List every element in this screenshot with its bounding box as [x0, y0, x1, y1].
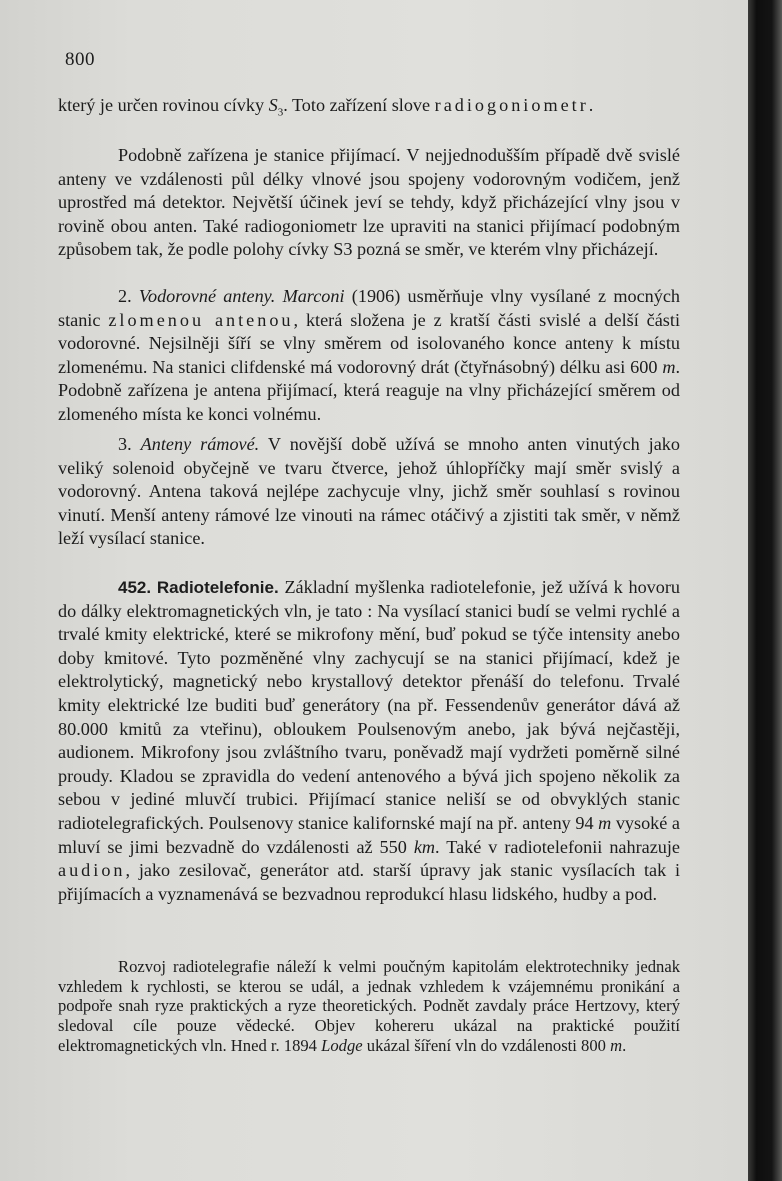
- note-small-print: Rozvoj radiotelegrafie náleží k velmi poučným kapitolám elektrotechniky jednak vzhledem k rychlosti, se kterou se udál, a jednak vzhledem k vzájemnému pronikání a podpoře snah ryze praktických a ryze theoretických. Podnět zavdaly práce Hertzovy, který sledoval cíle pouze vědecké. Objev kohereru ukázal na praktické použití elektromagnetických vln. Hned r. 1894 Lodge ukázal šíření vln do vzdálenosti 800 m.: [58, 957, 680, 1055]
- book-spine-shadow: [748, 0, 782, 1181]
- paragraph-continuation: který je určen rovinou cívky $S_3$. Toto zařízení slove radiogoniometr.: [58, 95, 594, 119]
- section-radiotelephony: 452. Radiotelefonie. Základní myšlenka radiotelefonie, jež užívá k hovoru do dálky elektromagnetických vln, je tato : Na vysílací stanici budí se velmi rychlé a trvalé kmity elektrické, které se mikrofony mění, buď pokud se týče intensity anebo doby kmitové. Tyto pozměněné vlny zachycují se na stanici přijímací, kdež je elektrolytický, magnetický nebo krystallový detektor přenáší do telefonu. Trvalé kmity elektrické lze buditi buď generátory (na př. Fessendenův generátor dává až 80.000 kmitů za vteřinu), obloukem Poulsenovým anebo, jak bývá nejčastěji, audionem. Mikrofony jsou zvláštního tvaru, poněvadž mají vydržeti poměrně silné proudy. Kladou se zpravidla do vedení antenového a bývá jich spojeno několik za sebou v jediné mluvčí trubici. Přijímací stanice neliší se od obvyklých stanic radiotelegrafických. Poulsenovy stanice kalifornské mají na př. anteny 94 m vysoké a mluví se jimi bezvadně do vzdálenosti až 550 km. Také v radiotelefonii nahrazuje audion, jako zesilovač, generátor atd. starší úpravy jak stanic vysílacích tak i přijímacích a vyznamenává se bezvadnou reprodukcí hlasu lidského, hudby a pod.: [58, 577, 680, 904]
- paragraph-frame-antennas: 3. Anteny rámové. V novější době užívá se mnoho anten vinutých jako veliký solenoid obyčejně ve tvaru čtverce, jehož úhlopříčky mají směr svislý a vodorovný. Antena taková nejlépe zachycuje vlny, jichž směr souhlasí s rovinou vinutí. Menší anteny rámové lze vinouti na rámec otáčivý a zjistiti tak směr, v němž leží vysílací stanice.: [58, 434, 680, 549]
- subheading-horizontal-antennas: Vodorovné anteny.: [138, 286, 276, 306]
- subheading-frame-antennas: Anteny rámové.: [140, 434, 260, 454]
- page-number: 800: [65, 49, 95, 70]
- section-number: 452.: [118, 578, 152, 597]
- section-title: Radiotelefonie.: [156, 578, 279, 597]
- paragraph-receiving-station: Podobně zařízena je stanice přijímací. V nejjednodušším případě dvě svislé anteny ve vzdálenosti půl délky vlnové jsou spojeny vodorovným vodičem, jenž uprostřed má detektor. Největší účinek jeví se tehdy, když přicházející vlny jsou v rovině obou anten. Také radiogoniometr lze upraviti na stanici přijímací podobným způsobem tak, že podle polohy cívky S3 pozná se směr, ve kterém vlny přicházejí.: [58, 145, 680, 260]
- paragraph-horizontal-antennas: 2. Vodorovné anteny. Marconi (1906) usměrňuje vlny vysílané z mocných stanic zlomenou antenou, která složena je z kratší části svislé a delší části vodorovné. Nejsilněji šíří se vlny směrem od isolovaného konce anteny k místu zlomenému. Na stanici clifdenské má vodorovný drát (čtyřnásobný) délku asi 600 m. Podobně zařízena je antena přijímací, která reaguje na vlny přicházející směrem od zlomeného místa ke konci volnému.: [58, 286, 681, 424]
